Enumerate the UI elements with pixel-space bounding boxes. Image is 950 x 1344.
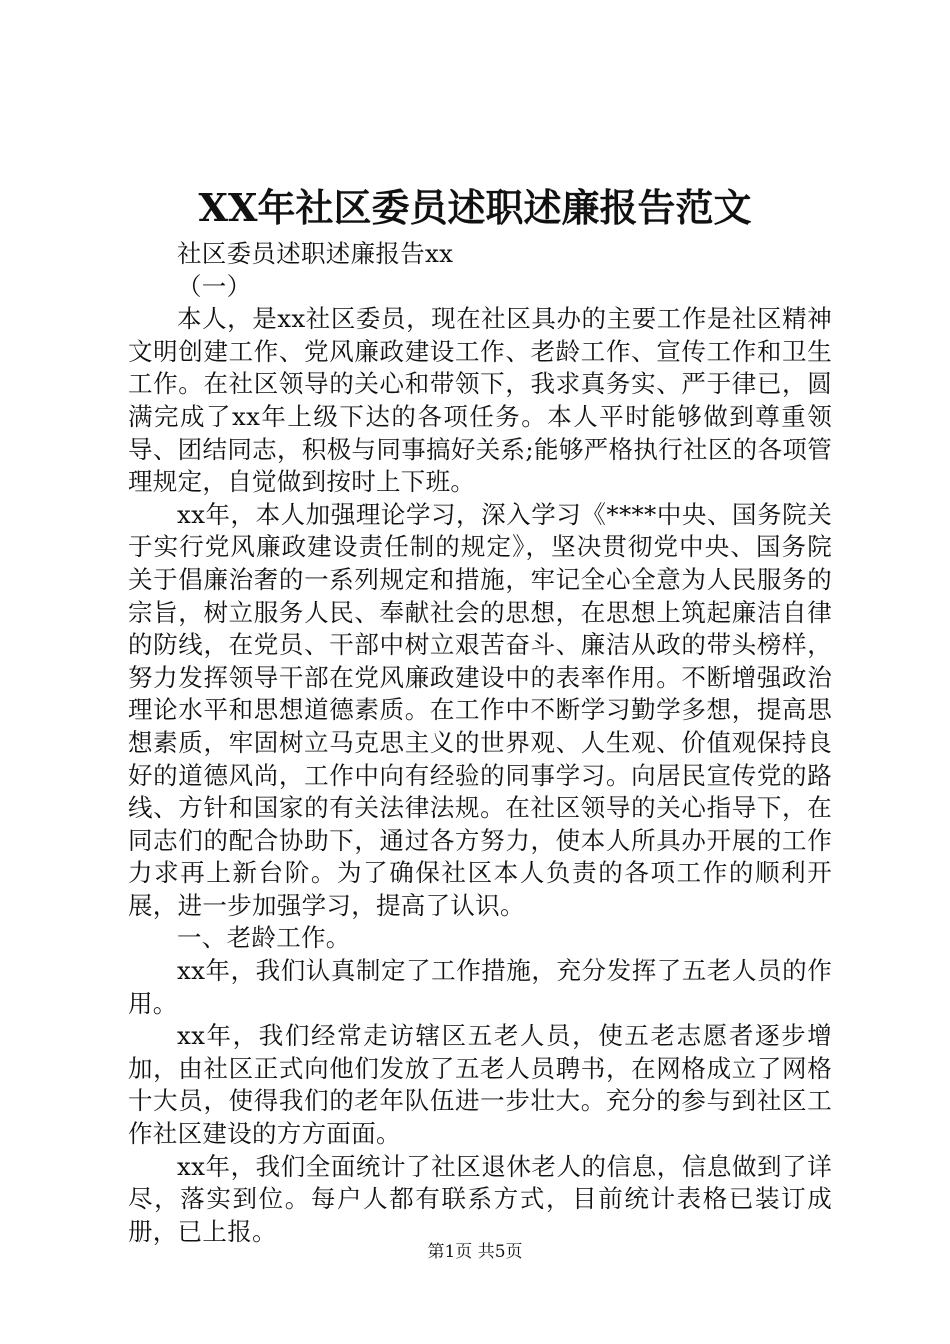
section-heading: 一、老龄工作。 [177, 923, 351, 953]
document-title: XX年社区委员述职述廉报告范文 [198, 185, 752, 230]
body-paragraph: 本人，是xx社区委员，现在社区具办的主要工作是社区精神文明创建工作、党风廉政建设工作、老龄工作、宣传工作和卫生工作。在社区领导的关心和带领下，我求真务实、严于律已，圆满完成了xx年上级下达的各项任务。本人平时能够做到尊重领导、团结同志，积极与同事搞好关系;能够严格执行社区的各项管理规定，自觉做到按时上下班。 [128, 304, 832, 497]
body-paragraph: xx年，我们经常走访辖区五老人员，使五老志愿者逐步增加，由社区正式向他们发放了五老人员聘书，在网格成立了网格十大员，使得我们的老年队伍进一步壮大。充分的参与到社区工作社区建设的方方面面。 [128, 1021, 832, 1149]
page-footer: 第1页 共5页 [427, 1242, 523, 1262]
subtitle-paragraph: 社区委员述职述廉报告xx [177, 239, 454, 268]
body-paragraph: xx年，本人加强理论学习，深入学习《****中央、国务院关于实行党风廉政建设责任制的规定》，坚决贯彻党中央、国务院关于倡廉治奢的一系列规定和措施，牢记全心全意为人民服务的宗旨，树立服务人民、奉献社会的思想，在思想上筑起廉洁自律的防线，在党员、干部中树立艰苦奋斗、廉洁从政的带头榜样，努力发挥领导干部在党风廉政建设中的表率作用。不断增强政治理论水平和思想道德素质。在工作中不断学习勤学多想，提高思想素质，牢固树立马克思主义的世界观、人生观、价值观保持良好的道德风尚，工作中向有经验的同事学习。向居民宣传党的路线、方针和国家的有关法律法规。在社区领导的关心指导下，在同志们的配合协助下，通过各方努力，使本人所具办开展的工作力求再上新台阶。为了确保社区本人负责的各项工作的顺利开展，进一步加强学习，提高了认识。 [128, 499, 832, 920]
document-body [128, 238, 832, 1248]
section-number: （一） [177, 271, 252, 301]
body-paragraph: xx年，我们认真制定了工作措施，充分发挥了五老人员的作用。 [128, 956, 832, 1018]
body-paragraph: xx年，我们全面统计了社区退休老人的信息，信息做到了详尽，落实到位。每户人都有联系方式，目前统计表格已装订成册，已上报。 [128, 1151, 832, 1246]
